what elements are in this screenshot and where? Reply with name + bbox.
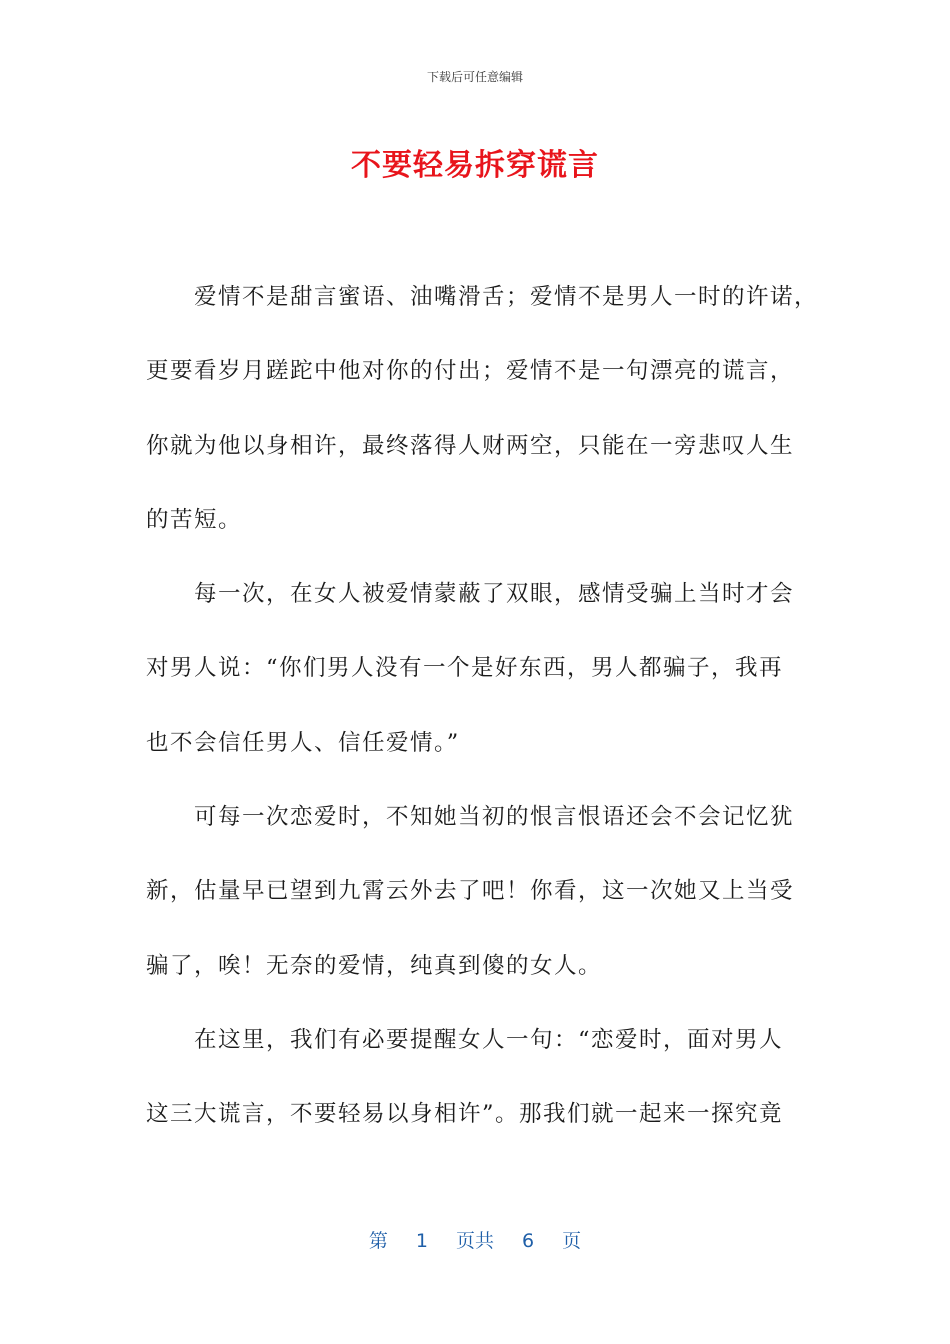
text-line: 的苦短。 — [146, 506, 243, 533]
footer-current-page: 1 — [415, 1230, 428, 1252]
footer-suffix: 页 — [562, 1230, 582, 1252]
page-footer — [0, 1226, 950, 1253]
text-line: 对男人说：“你们男人没有一个是好东西，男人都骗子，我再 — [146, 655, 784, 682]
text-line: 新，估量早已望到九霄云外去了吧！你看，这一次她又上当受 — [146, 878, 795, 905]
header-note: 下载后可任意编辑 — [426, 70, 523, 84]
text-line: 你就为他以身相许，最终落得人财两空，只能在一旁悲叹人生 — [146, 432, 795, 459]
text-line: 这三大谎言，不要轻易以身相许”。那我们就一起来一探究竟 — [146, 1101, 784, 1128]
document-body — [146, 270, 819, 1162]
footer-prefix: 第 — [368, 1230, 388, 1252]
text-line: 骗了，唉！无奈的爱情，纯真到傻的女人。 — [146, 952, 603, 979]
text-line: 每一次，在女人被爱情蒙蔽了双眼，感情受骗上当时才会 — [194, 581, 795, 608]
footer-middle: 页共 — [455, 1230, 494, 1252]
text-line: 更要看岁月蹉跎中他对你的付出；爱情不是一句漂亮的谎言， — [146, 358, 795, 385]
text-line: 在这里，我们有必要提醒女人一句：“恋爱时，面对男人 — [194, 1026, 784, 1053]
text-line: 爱情不是甜言蜜语、油嘴滑舌；爱情不是男人一时的许诺， — [194, 284, 819, 310]
text-line: 可每一次恋爱时，不知她当初的恨言恨语还会不会记忆犹 — [194, 804, 795, 831]
text-line: 也不会信任男人、信任爱情。” — [146, 729, 460, 756]
document-title: 不要轻易拆穿谎言 — [351, 148, 599, 183]
footer-total-pages: 6 — [522, 1230, 535, 1252]
